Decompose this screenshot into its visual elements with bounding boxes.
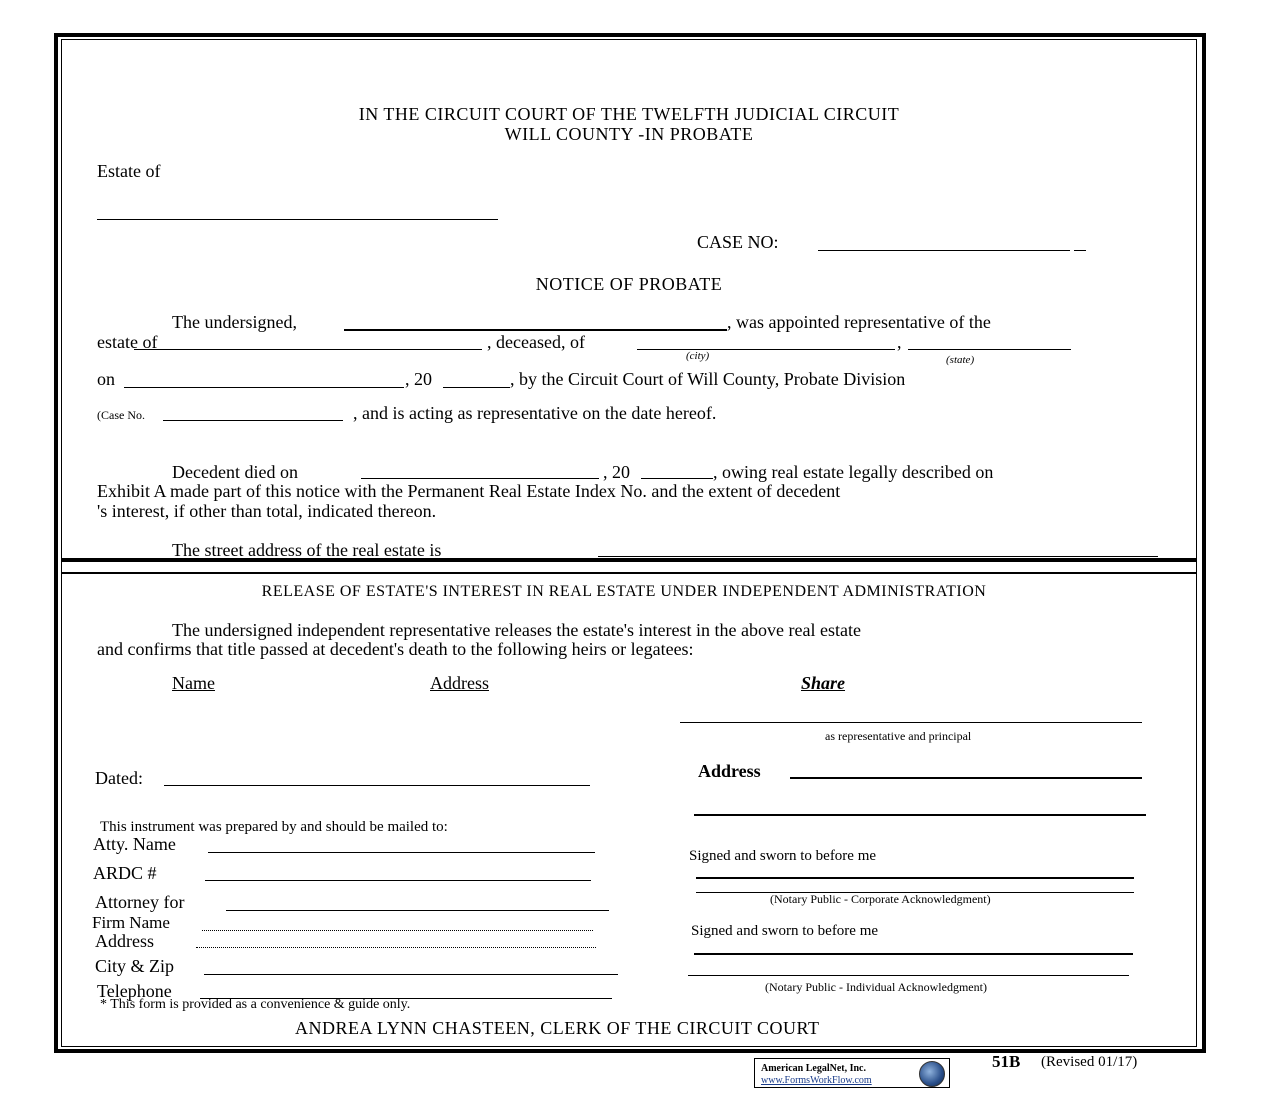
estate-of-label: Estate of: [97, 161, 161, 181]
ardc-label: ARDC #: [93, 863, 157, 883]
estate-name-field[interactable]: [97, 219, 498, 220]
logo-url[interactable]: www.FormsWorkFlow.com: [761, 1075, 872, 1086]
deceased-of-text: , deceased, of: [487, 332, 585, 352]
comma: ,: [897, 332, 902, 352]
case-no-label: CASE NO:: [697, 232, 779, 252]
dated-label: Dated:: [95, 768, 143, 788]
exhibit-text: Exhibit A made part of this notice with the Permanent Real Estate Index No. and the extent of decedent: [97, 481, 841, 501]
city-zip-label: City & Zip: [95, 956, 175, 976]
notary-signed-label-2: Signed and sworn to before me: [691, 923, 879, 939]
street-address-field[interactable]: [598, 556, 1158, 557]
firm-name-label: Firm Name: [92, 913, 170, 932]
undersigned-label: The undersigned,: [172, 312, 297, 332]
owing-text: , owing real estate legally described on: [713, 462, 994, 482]
atty-name-field[interactable]: [208, 852, 595, 853]
telephone-label: Telephone: [97, 981, 172, 1001]
dated-field[interactable]: [164, 785, 590, 786]
signature-address-field[interactable]: [790, 777, 1142, 779]
representative-name-field[interactable]: [344, 329, 727, 331]
notary-individual-caption: (Notary Public - Individual Acknowledgment): [765, 980, 987, 994]
attorney-for-field[interactable]: [226, 910, 609, 911]
street-address-label: The street address of the real estate is: [172, 540, 442, 560]
release-line2: and confirms that title passed at decedent's death to the following heirs or legatees:: [97, 639, 694, 659]
heirs-address-header: Address: [430, 673, 489, 693]
on-label: on: [97, 369, 115, 389]
notary-individual-signature-field-2: [688, 975, 1129, 976]
interest-text: 's interest, if other than total, indicated thereon.: [97, 501, 437, 521]
case-no-field[interactable]: [818, 250, 1070, 251]
death-year-field[interactable]: [641, 478, 713, 479]
court-header-line2: WILL COUNTY -IN PROBATE: [504, 124, 754, 144]
disclaimer: * This form is provided as a convenience & guide only.: [100, 997, 411, 1012]
signature-address-field-2[interactable]: [694, 814, 1146, 816]
globe-icon: [919, 1061, 945, 1087]
court-text: , by the Circuit Court of Will County, Probate Division: [510, 369, 906, 389]
notary-signed-label-1: Signed and sworn to before me: [689, 848, 877, 864]
decedent-name-field[interactable]: [134, 349, 482, 350]
ardc-field[interactable]: [205, 880, 591, 881]
notice-title: NOTICE OF PROBATE: [535, 274, 723, 294]
address-label: Address: [95, 931, 154, 951]
death-year-prefix: , 20: [603, 462, 630, 482]
case-no-small-label: (Case No.: [97, 408, 145, 422]
release-line1: The undersigned independent representative releases the estate's interest in the above real estate: [172, 620, 861, 640]
appointment-date-field[interactable]: [124, 387, 404, 388]
year-prefix: , 20: [405, 369, 432, 389]
notary-corporate-signature-field[interactable]: [696, 877, 1134, 879]
form-number: 51B: [992, 1052, 1021, 1071]
notary-individual-signature-field[interactable]: [694, 953, 1133, 955]
prepared-by-text: This instrument was prepared by and should be mailed to:: [100, 819, 448, 835]
notary-corporate-caption: (Notary Public - Corporate Acknowledgment): [770, 892, 991, 906]
state-caption: (state): [946, 354, 975, 366]
appointed-text: , was appointed representative of the: [727, 312, 991, 332]
acting-text: , and is acting as representative on the date hereof.: [353, 403, 717, 423]
address-field[interactable]: [196, 947, 596, 948]
state-field[interactable]: [908, 349, 1071, 350]
representative-signature-field[interactable]: [680, 722, 1142, 723]
city-caption: (city): [686, 350, 710, 362]
attorney-for-label: Attorney for: [95, 892, 185, 912]
firm-name-field[interactable]: [202, 930, 593, 931]
court-header-line1: IN THE CIRCUIT COURT OF THE TWELFTH JUDICIAL CIRCUIT: [358, 104, 900, 124]
logo-company: American LegalNet, Inc.: [761, 1063, 866, 1074]
heirs-share-header: Share: [801, 673, 846, 693]
american-legalnet-logo[interactable]: [754, 1058, 950, 1088]
clerk-name: ANDREA LYNN CHASTEEN, CLERK OF THE CIRCUIT COURT: [295, 1018, 820, 1038]
signature-address-label: Address: [698, 761, 761, 781]
case-no-field-tail: [1074, 250, 1086, 251]
as-representative-caption: as representative and principal: [825, 729, 972, 743]
atty-name-label: Atty. Name: [93, 834, 176, 854]
revision-date: (Revised 01/17): [1041, 1054, 1138, 1070]
city-field[interactable]: [637, 349, 895, 350]
heirs-name-header: Name: [172, 673, 215, 693]
estate-of-inline: estate of: [97, 332, 158, 352]
appointment-year-field[interactable]: [443, 387, 510, 388]
release-title: RELEASE OF ESTATE'S INTEREST IN REAL ESTATE UNDER INDEPENDENT ADMINISTRATION: [261, 583, 987, 600]
section-divider-thin: [61, 572, 1197, 574]
death-date-field[interactable]: [361, 478, 599, 479]
decedent-died-label: Decedent died on: [172, 462, 298, 482]
probate-case-no-field[interactable]: [163, 420, 343, 421]
city-zip-field[interactable]: [204, 974, 618, 975]
